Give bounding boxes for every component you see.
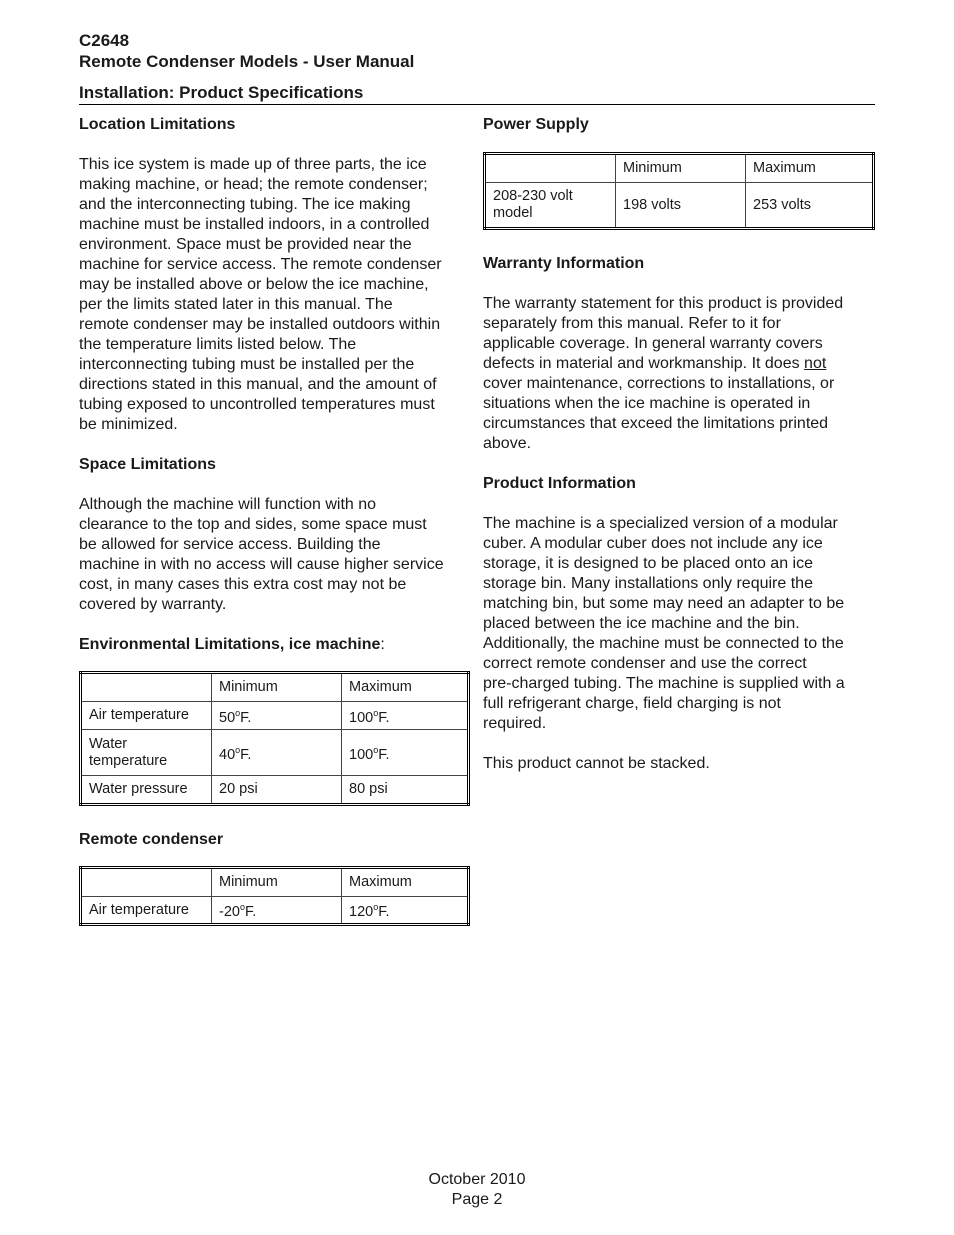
text-line: and the interconnecting tubing. The ice making: [79, 196, 411, 213]
emphasis-not: not: [804, 355, 827, 372]
environmental-heading-text: Environmental Limitations, ice machine: [79, 636, 381, 653]
text-line: may be installed above or below the ice machine,: [79, 276, 429, 293]
table-header-max: Maximum: [342, 868, 469, 897]
page-number: Page 2: [451, 1191, 503, 1208]
text-line: above.: [483, 435, 532, 452]
doc-id: C2648: [79, 31, 130, 50]
text-line: cuber. A modular cuber does not include any ice: [483, 535, 823, 552]
text-line: Additionally, the machine must be connected to the: [483, 635, 844, 652]
degree-symbol: o: [373, 902, 379, 913]
text-line: machine must be installed indoors, in a controlled: [79, 216, 430, 233]
text-line: circumstances that exceed the limitations printed: [483, 415, 829, 432]
unit: F.: [240, 709, 252, 726]
text-span: defects in material and workmanship. It does: [483, 355, 805, 372]
value: 100: [349, 746, 374, 763]
table-cell: [212, 730, 342, 776]
table-header-row: [81, 673, 469, 702]
text-line: clearance to the top and sides, some space must: [79, 516, 427, 533]
right-column: [483, 115, 875, 774]
text-line: separately from this manual. Refer to it for: [483, 315, 781, 332]
table-cell: 198 volts: [616, 183, 746, 229]
table-header-row: [81, 868, 469, 897]
row-label: Water pressure: [81, 776, 212, 805]
text-line: full refrigerant charge, field charging is not: [483, 695, 781, 712]
table-row: [81, 776, 469, 805]
value: 40: [219, 746, 236, 763]
text-line: the temperature limits listed below. The: [79, 336, 357, 353]
environmental-heading: [79, 635, 470, 655]
text-line: cover maintenance, corrections to installations, or: [483, 375, 835, 392]
doc-title: Remote Condenser Models - User Manual: [79, 52, 415, 71]
row-label: Air temperature: [81, 702, 212, 730]
table-cell: [342, 897, 469, 925]
table-cell: [485, 154, 616, 183]
table-header-min: Minimum: [212, 868, 342, 897]
text-line: matching bin, but some may need an adapter to be: [483, 595, 845, 612]
text-line: per the limits stated later in this manual. The: [79, 296, 393, 313]
table-row: [81, 702, 469, 730]
table-header-min: Minimum: [212, 673, 342, 702]
text-line: required.: [483, 715, 547, 732]
page-footer: [0, 1170, 954, 1210]
value: -20: [219, 903, 240, 920]
text-line: interconnecting tubing must be installed per the: [79, 356, 415, 373]
text-line: The machine is a specialized version of a modular: [483, 515, 838, 532]
product-text: [483, 514, 875, 734]
stack-note: This product cannot be stacked.: [483, 755, 710, 772]
text-line: be minimized.: [79, 416, 178, 433]
table-cell: 20 psi: [212, 776, 342, 805]
table-cell: 253 volts: [746, 183, 874, 229]
table-cell: [212, 897, 342, 925]
degree-symbol: o: [373, 707, 379, 718]
text-line: situations when the ice machine is operated in: [483, 395, 811, 412]
value: 100: [349, 709, 374, 726]
table-header-max: Maximum: [746, 154, 874, 183]
degree-symbol: o: [373, 744, 379, 755]
text-line: environment. Space must be provided near the: [79, 236, 412, 253]
left-column: [79, 115, 470, 926]
condenser-table: [79, 866, 470, 926]
text-line: placed between the ice machine and the bin.: [483, 615, 800, 632]
text-line: correct remote condenser and use the correct: [483, 655, 807, 672]
unit: F.: [378, 746, 390, 763]
condenser-heading: Remote condenser: [79, 831, 224, 848]
text-line: storage, it is designed to be placed onto an ice: [483, 555, 813, 572]
text-line: remote condenser may be installed outdoors within: [79, 316, 441, 333]
product-heading: Product Information: [483, 475, 636, 492]
degree-symbol: o: [235, 707, 241, 718]
section-title: Installation: Product Specifications: [79, 83, 875, 105]
degree-symbol: o: [239, 902, 245, 913]
environmental-table: [79, 671, 470, 806]
unit: F.: [378, 709, 390, 726]
space-heading: Space Limitations: [79, 456, 216, 473]
text-line: storage bin. Many installations only require the: [483, 575, 813, 592]
text-line: making machine, or head; the remote condenser;: [79, 176, 428, 193]
warranty-text: [483, 294, 875, 454]
text-line: directions stated in this manual, and the amount of: [79, 376, 437, 393]
text-line: machine in with no access will cause higher service: [79, 556, 444, 573]
warranty-heading: Warranty Information: [483, 255, 645, 272]
table-cell: [81, 673, 212, 702]
location-text: [79, 155, 470, 435]
text-line: [483, 354, 875, 374]
text-line: cost, in many cases this extra cost may not be: [79, 576, 407, 593]
space-text: [79, 495, 470, 615]
table-cell: [342, 702, 469, 730]
text-line: The warranty statement for this product is provided: [483, 295, 844, 312]
unit: F.: [240, 746, 252, 763]
table-cell: [342, 730, 469, 776]
table-header-row: [485, 154, 874, 183]
table-row: [485, 183, 874, 229]
text-line: pre-charged tubing. The machine is supplied with a: [483, 675, 845, 692]
table-header-min: Minimum: [616, 154, 746, 183]
table-cell: [212, 702, 342, 730]
text-line: machine for service access. The remote condenser: [79, 256, 442, 273]
text-line: Although the machine will function with no: [79, 496, 377, 513]
text-line: tubing exposed to uncontrolled temperatures must: [79, 396, 435, 413]
row-label: Air temperature: [81, 897, 212, 925]
unit: F.: [378, 903, 390, 920]
heading-colon: :: [380, 636, 385, 653]
text-line: be allowed for service access. Building the: [79, 536, 381, 553]
text-line: applicable coverage. In general warranty covers: [483, 335, 823, 352]
value: 50: [219, 709, 236, 726]
table-cell: [81, 868, 212, 897]
power-table: [483, 152, 875, 230]
table-cell: 80 psi: [342, 776, 469, 805]
text-line: This ice system is made up of three parts, the ice: [79, 156, 427, 173]
power-heading: Power Supply: [483, 116, 589, 133]
footer-date: October 2010: [428, 1171, 526, 1188]
table-row: [81, 730, 469, 776]
degree-symbol: o: [235, 744, 241, 755]
text-line: covered by warranty.: [79, 596, 227, 613]
value: 120: [349, 903, 374, 920]
unit: F.: [244, 903, 257, 920]
location-heading: Location Limitations: [79, 116, 236, 133]
row-label: 208-230 volt model: [485, 183, 616, 229]
row-label: Water temperature: [81, 730, 212, 776]
table-row: [81, 897, 469, 925]
page-header: [79, 30, 875, 105]
table-header-max: Maximum: [342, 673, 469, 702]
